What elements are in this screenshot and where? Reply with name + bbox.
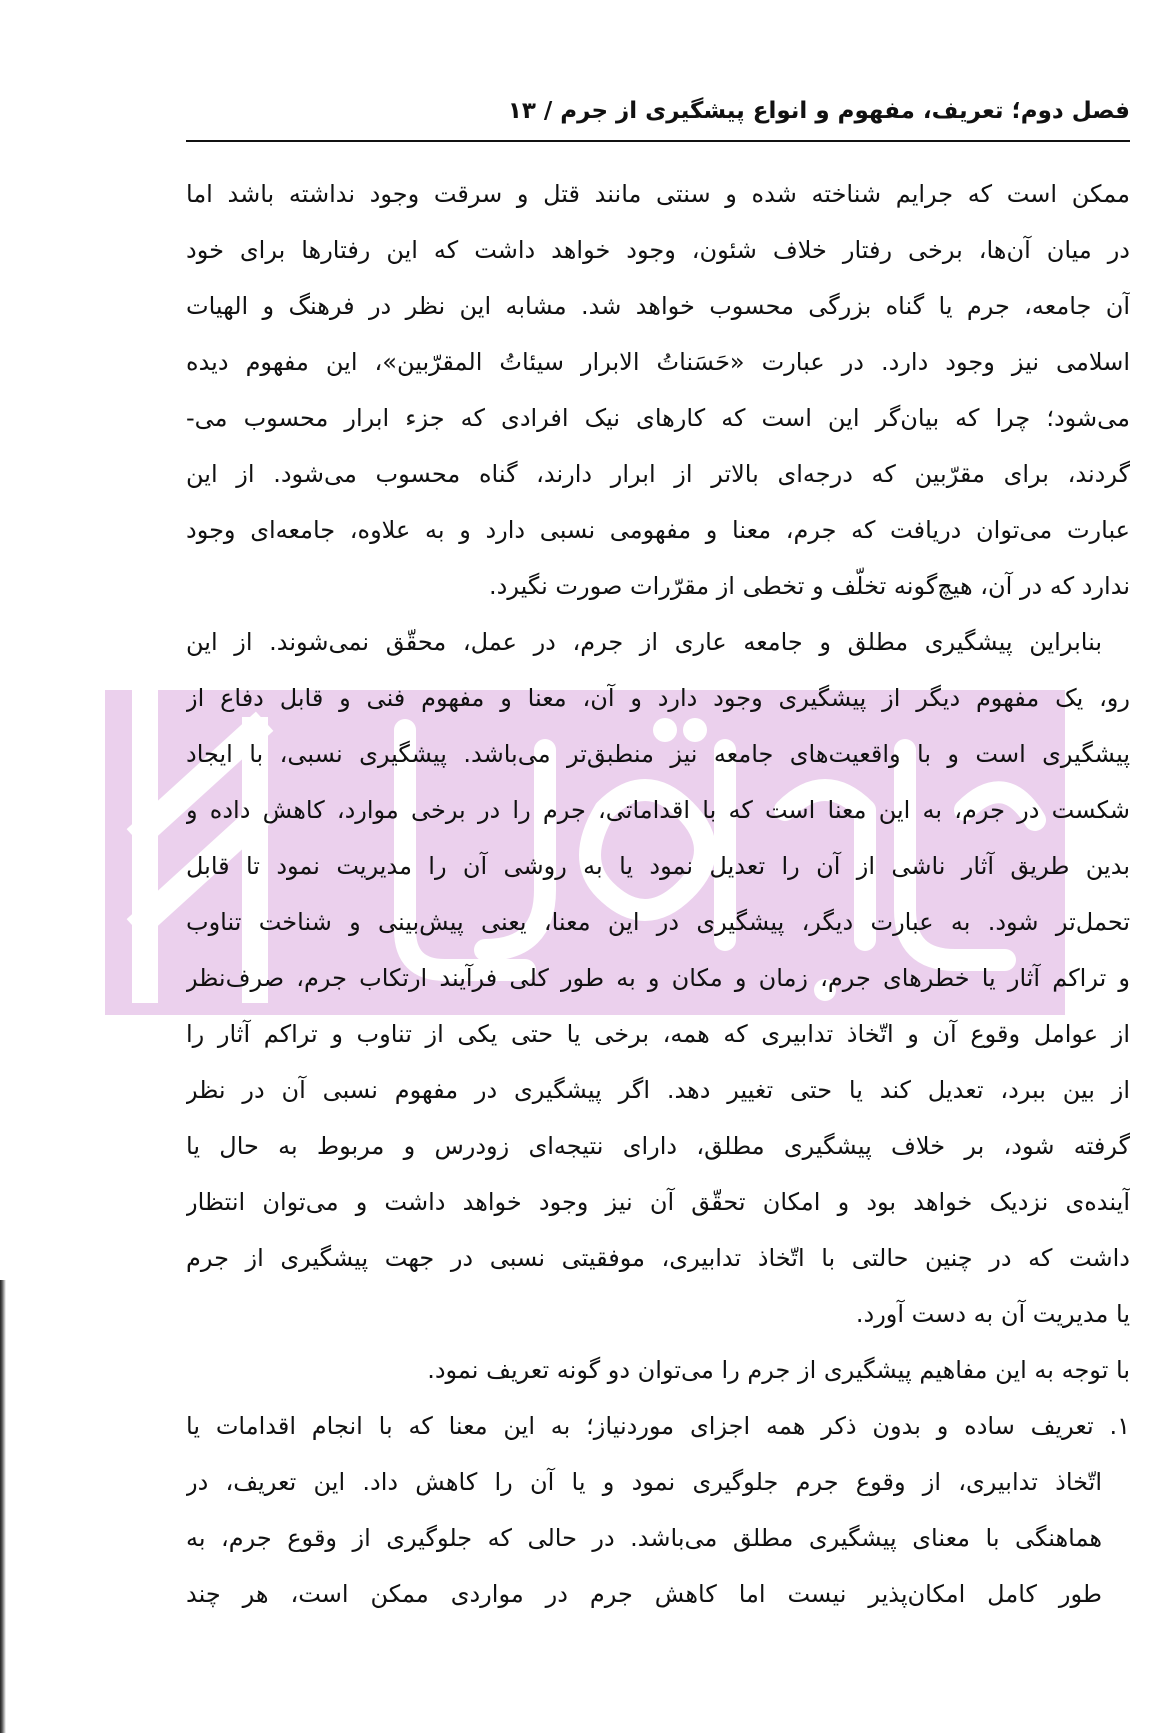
text-line: شکست در جرم، به این معنا است که با اقداماتی، جرم را در برخی موارد، کاهش داده و bbox=[186, 796, 1130, 824]
text-line: گردند، برای مقرّبین که درجه‌ای بالاتر از ابرار دارند، گناه محسوب می‌شود. از این bbox=[186, 460, 1130, 488]
numbered-item-line: طور کامل امکان‌پذیر نیست اما کاهش جرم در مواردی ممکن است، هر چند bbox=[186, 1580, 1102, 1608]
text-line: می‌شود؛ چرا که بیان‌گر این است که کارهای نیک افرادی که جزء ابرار محسوب می- bbox=[186, 404, 1130, 432]
header-rule bbox=[186, 140, 1130, 142]
text-line: از بین ببرد، تعدیل کند یا حتی تغییر دهد. اگر پیشگیری در مفهوم نسبی آن در نظر bbox=[186, 1076, 1130, 1104]
text-line: پیشگیری است و با واقعیت‌های جامعه نیز منطبق‌تر می‌باشد. پیشگیری نسبی، با ایجاد bbox=[186, 740, 1130, 768]
text-line: اسلامی نیز وجود دارد. در عبارت «حَسَناتُ الابرار سیئاتُ المقرّبین»، این مفهوم دیده bbox=[186, 348, 1130, 376]
text-line: بنابراین پیشگیری مطلق و جامعه عاری از جرم، در عمل، محقّق نمی‌شوند. از این bbox=[186, 628, 1102, 656]
text-line: از عوامل وقوع آن و اتّخاذ تدابیری که همه، برخی یا حتی یکی از تناوب و تراکم آثار را bbox=[186, 1020, 1130, 1048]
text-line: عبارت می‌توان دریافت که جرم، معنا و مفهومی نسبی دارد و به علاوه، جامعه‌ای وجود bbox=[186, 516, 1130, 544]
text-line: یا مدیریت آن به دست آورد. bbox=[855, 1300, 1130, 1328]
body-text bbox=[186, 166, 1130, 1622]
text-line: و تراکم آثار یا خطرهای جرم، زمان و مکان و به طور کلی فرآیند ارتکاب جرم، صرف‌نظر bbox=[186, 964, 1130, 992]
scan-binding-edge bbox=[0, 1280, 6, 1733]
text-line: تحمل‌تر شود. به عبارت دیگر، پیشگیری در این معنا، یعنی پیش‌بینی و شناخت تناوب bbox=[186, 908, 1130, 936]
text-line: در میان آن‌ها، برخی رفتار خلاف شئون، وجود خواهد داشت که این رفتارها برای خود bbox=[186, 236, 1130, 264]
text-line: آن جامعه، جرم یا گناه بزرگی محسوب خواهد شد. مشابه این نظر در فرهنگ و الهیات bbox=[186, 292, 1130, 320]
running-header-title: فصل دوم؛ تعریف، مفهوم و انواع پیشگیری از جرم / ۱۳ bbox=[507, 98, 1130, 124]
text-line: رو، یک مفهوم دیگر از پیشگیری وجود دارد و آن، معنا و مفهوم فنی و قابل دفاع از bbox=[186, 684, 1130, 712]
numbered-item-line: هماهنگی با معنای پیشگیری مطلق می‌باشد. در حالی که جلوگیری از وقوع جرم، به bbox=[186, 1524, 1102, 1552]
numbered-item-line: اتّخاذ تدابیری، از وقوع جرم جلوگیری نمود و یا آن را کاهش داد. این تعریف، در bbox=[186, 1468, 1102, 1496]
text-line: بدین طریق آثار ناشی از آن را تعدیل نمود یا به روشی آن را مدیریت نمود تا قابل bbox=[186, 852, 1130, 880]
numbered-item-line: ۱. تعریف ساده و بدون ذکر همه اجزای موردنیاز؛ به این معنا که با انجام اقدامات یا bbox=[186, 1412, 1130, 1440]
page-header bbox=[186, 92, 1130, 142]
text-line: گرفته شود، بر خلاف پیشگیری مطلق، دارای نتیجه‌ای زودرس و مربوط به حال یا bbox=[186, 1132, 1130, 1160]
text-line: آینده‌ی نزدیک خواهد بود و امکان تحقّق آن نیز وجود خواهد داشت و می‌توان انتظار bbox=[186, 1188, 1130, 1216]
text-line: ممکن است که جرایم شناخته شده و سنتی مانند قتل و سرقت وجود نداشته باشد اما bbox=[186, 180, 1130, 208]
text-line: با توجه به این مفاهیم پیشگیری از جرم را می‌توان دو گونه تعریف نمود. bbox=[427, 1356, 1130, 1384]
text-line: ندارد که در آن، هیچ‌گونه تخلّف و تخطی از مقرّرات صورت نگیرد. bbox=[489, 572, 1130, 600]
text-line: داشت که در چنین حالتی با اتّخاذ تدابیری، موفقیتی نسبی در جهت پیشگیری از جرم bbox=[186, 1244, 1130, 1272]
